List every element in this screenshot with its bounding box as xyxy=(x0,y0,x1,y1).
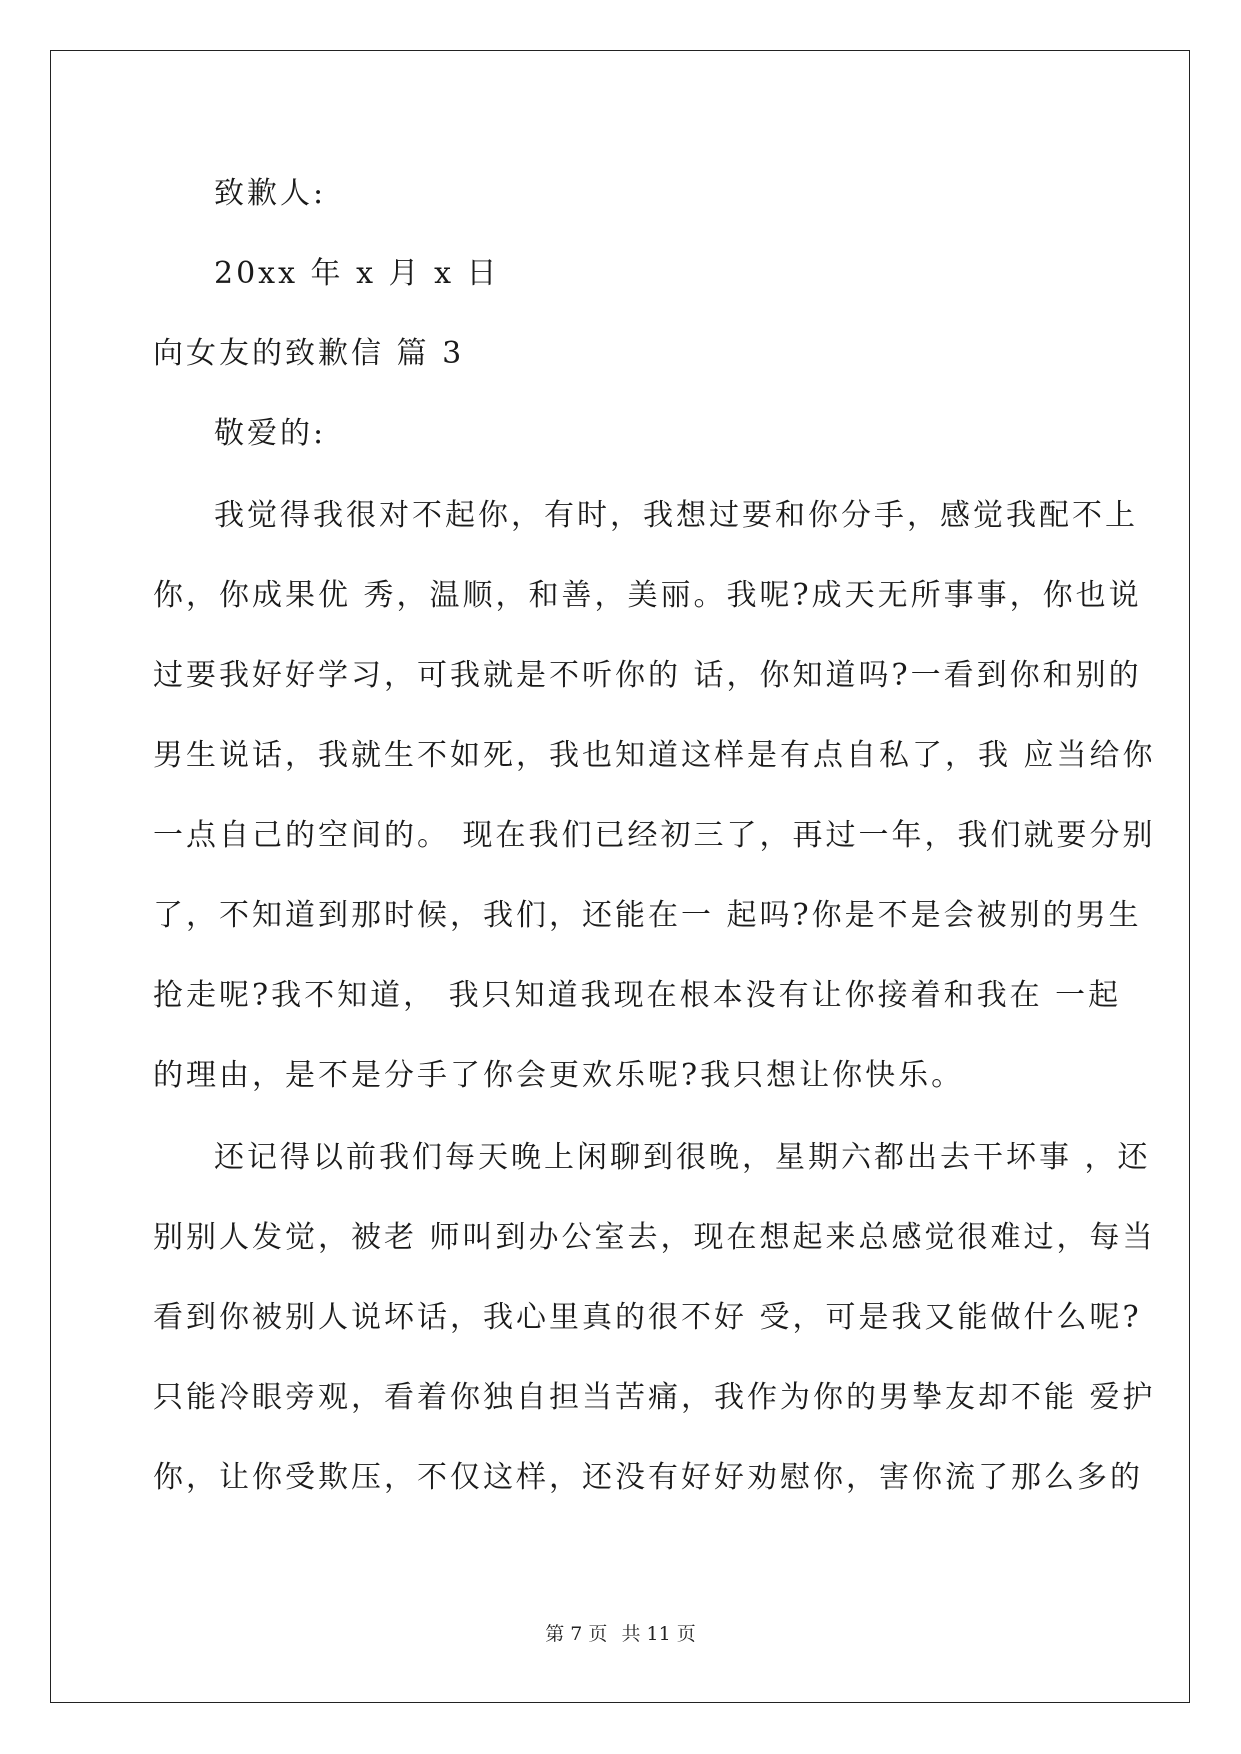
paragraph-1-line: 男生说话，我就生不如死，我也知道这样是有点自私了，我 应当给你 xyxy=(153,738,1156,773)
paragraph-1-line: 的理由，是不是分手了你会更欢乐呢?我只想让你快乐。 xyxy=(153,1058,965,1093)
paragraph-1-line: 我觉得我很对不起你，有时，我想过要和你分手，感觉我配不上 xyxy=(214,498,1138,533)
paragraph-1-line: 了，不知道到那时候，我们，还能在一 起吗?你是不是会被别的男生 xyxy=(153,898,1142,933)
page-number: 第 7 页 xyxy=(545,1623,608,1645)
page-total: 共 11 页 xyxy=(621,1623,696,1645)
paragraph-1-line: 你，你成果优 秀，温顺，和善，美丽。我呢?成天无所事事，你也说 xyxy=(153,578,1142,613)
salutation: 敬爱的: xyxy=(214,416,327,451)
page-footer xyxy=(0,1622,1241,1646)
paragraph-1-line: 一点自己的空间的。 现在我们已经初三了，再过一年，我们就要分别 xyxy=(153,818,1156,853)
paragraph-1-line: 过要我好好学习，可我就是不听你的 话，你知道吗?一看到你和别的 xyxy=(153,658,1142,693)
signer-label: 致歉人: xyxy=(214,176,327,211)
page-border xyxy=(50,50,1190,1703)
paragraph-2-line: 只能冷眼旁观，看着你独自担当苦痛，我作为你的男挚友却不能 爱护 xyxy=(153,1380,1156,1415)
paragraph-2-line: 你，让你受欺压，不仅这样，还没有好好劝慰你，害你流了那么多的 xyxy=(153,1460,1143,1495)
paragraph-1-line: 抢走呢?我不知道， 我只知道我现在根本没有让你接着和我在 一起 xyxy=(153,978,1122,1013)
paragraph-2-line: 看到你被别人说坏话，我心里真的很不好 受，可是我又能做什么呢? xyxy=(153,1300,1142,1335)
paragraph-2-line: 别别人发觉，被老 师叫到办公室去，现在想起来总感觉很难过，每当 xyxy=(153,1220,1156,1255)
section-title: 向女友的致歉信 篇 3 xyxy=(153,336,465,371)
paragraph-2-line: 还记得以前我们每天晚上闲聊到很晚，星期六都出去干坏事 ，还 xyxy=(214,1140,1151,1175)
letter-date: 20xx 年 x 月 x 日 xyxy=(214,256,500,291)
